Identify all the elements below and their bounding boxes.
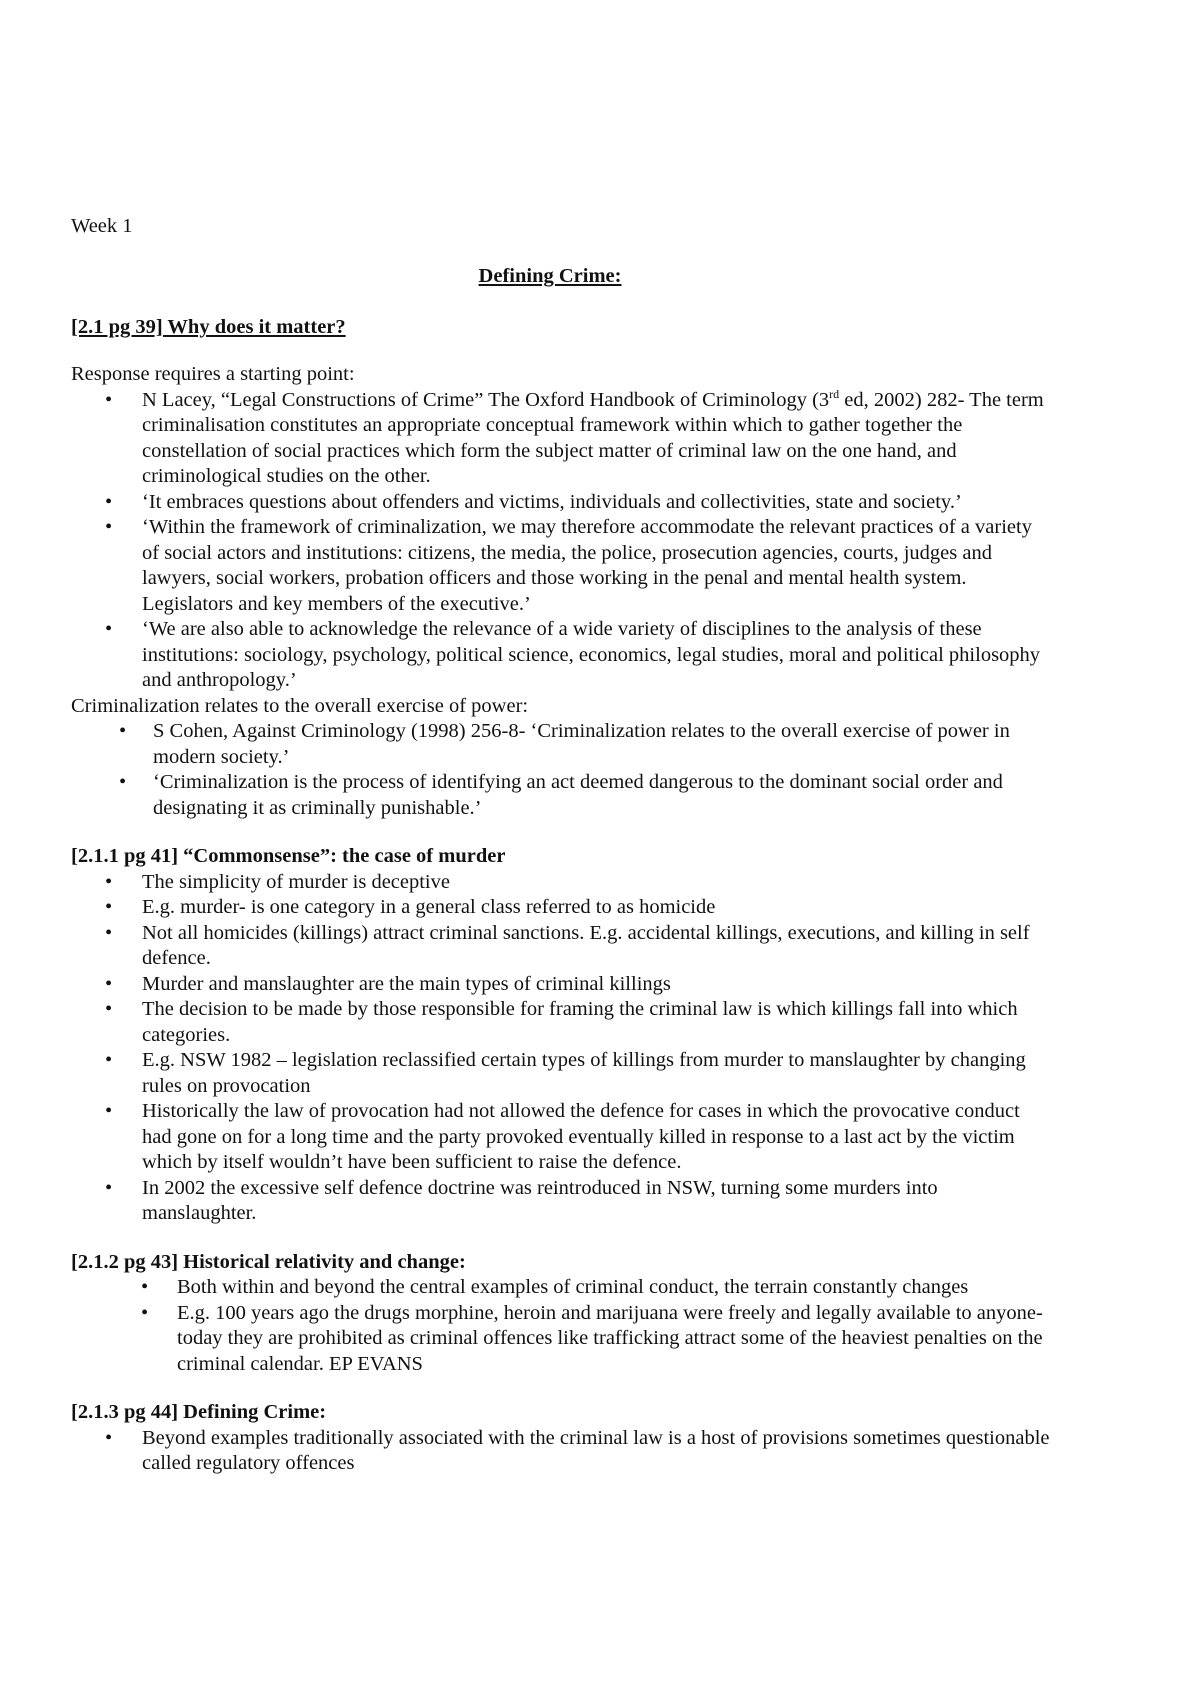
week-label: Week 1 <box>71 215 133 237</box>
section-heading-defining: [2.1.3 pg 44] Defining Crime: <box>71 1401 327 1423</box>
list-item: • E.g. murder- is one category in a general class referred to as homicide <box>71 895 1051 921</box>
list-item: • E.g. NSW 1982 – legislation reclassified certain types of killings from murder to manslaughter by changing rules on provocation <box>71 1048 1051 1099</box>
bullet-list-criminalisation <box>71 388 1051 694</box>
intro-paragraph: Response requires a starting point: <box>71 363 355 385</box>
list-item: • Beyond examples traditionally associated with the criminal law is a host of provisions sometimes questionable called regulatory offences <box>71 1426 1051 1477</box>
bullet-list-defining <box>71 1426 1051 1477</box>
citation-text-rest: ed, 2002) 282- The term criminalisation constitutes an appropriate conceptual framework within which to gather together the constellation of social practices which form the subject matter of criminal law on the one hand, and criminological studies on the other. <box>142 388 1044 487</box>
list-item <box>71 388 1051 490</box>
list-item: • E.g. 100 years ago the drugs morphine, heroin and marijuana were freely and legally available to anyone- today they are prohibited as criminal offences like trafficking attract some of the heaviest penalties on the criminal calendar. EP EVANS <box>71 1301 1051 1378</box>
list-item: • Murder and manslaughter are the main types of criminal killings <box>71 972 1051 998</box>
list-item: • In 2002 the excessive self defence doctrine was reintroduced in NSW, turning some murders into manslaughter. <box>71 1176 1051 1227</box>
bullet-list-murder <box>71 870 1051 1227</box>
list-item: • ‘We are also able to acknowledge the relevance of a wide variety of disciplines to the analysis of these institutions: sociology, psychology, political science, economics, legal studies, moral and political philosophy and anthropology.’ <box>71 617 1051 694</box>
bullet-list-power <box>71 719 1051 821</box>
document-body <box>71 362 1051 1477</box>
list-item: • Not all homicides (killings) attract criminal sanctions. E.g. accidental killings, executions, and killing in self defence. <box>71 921 1051 972</box>
page-title: Defining Crime: <box>478 265 622 287</box>
power-paragraph: Criminalization relates to the overall exercise of power: <box>71 694 529 717</box>
list-item: • The decision to be made by those responsible for framing the criminal law is which killings fall into which categories. <box>71 997 1051 1048</box>
list-item: • ‘Criminalization is the process of identifying an act deemed dangerous to the dominant social order and designating it as criminally punishable.’ <box>71 770 1051 821</box>
list-item: • Historically the law of provocation had not allowed the defence for cases in which the provocative conduct had gone on for a long time and the party provoked eventually killed in response to a last act by the victim which by itself wouldn’t have been sufficient to raise the defence. <box>71 1099 1051 1176</box>
list-item: • ‘It embraces questions about offenders and victims, individuals and collectivities, state and society.’ <box>71 490 1051 516</box>
list-item: • The simplicity of murder is deceptive <box>71 870 1051 896</box>
section-heading-why-matter: [2.1 pg 39] Why does it matter? <box>71 316 346 338</box>
list-item: • S Cohen, Against Criminology (1998) 256-8- ‘Criminalization relates to the overall exercise of power in modern society.’ <box>71 719 1051 770</box>
superscript: rd <box>829 386 840 401</box>
section-heading-historical: [2.1.2 pg 43] Historical relativity and change: <box>71 1250 466 1273</box>
bullet-list-historical <box>71 1275 1051 1377</box>
section-heading-murder: [2.1.1 pg 41] “Commonsense”: the case of murder <box>71 845 506 867</box>
list-item: • Both within and beyond the central examples of criminal conduct, the terrain constantly changes <box>71 1275 1051 1301</box>
citation-text: N Lacey, “Legal Constructions of Crime” The Oxford Handbook of Criminology (3 <box>142 388 830 411</box>
list-item: • ‘Within the framework of criminalization, we may therefore accommodate the relevant practices of a variety of social actors and institutions: citizens, the media, the police, prosecution agencies, courts, judges and lawyers, social workers, probation officers and those working in the penal and mental health system. Legislators and key members of the executive.’ <box>71 515 1051 617</box>
